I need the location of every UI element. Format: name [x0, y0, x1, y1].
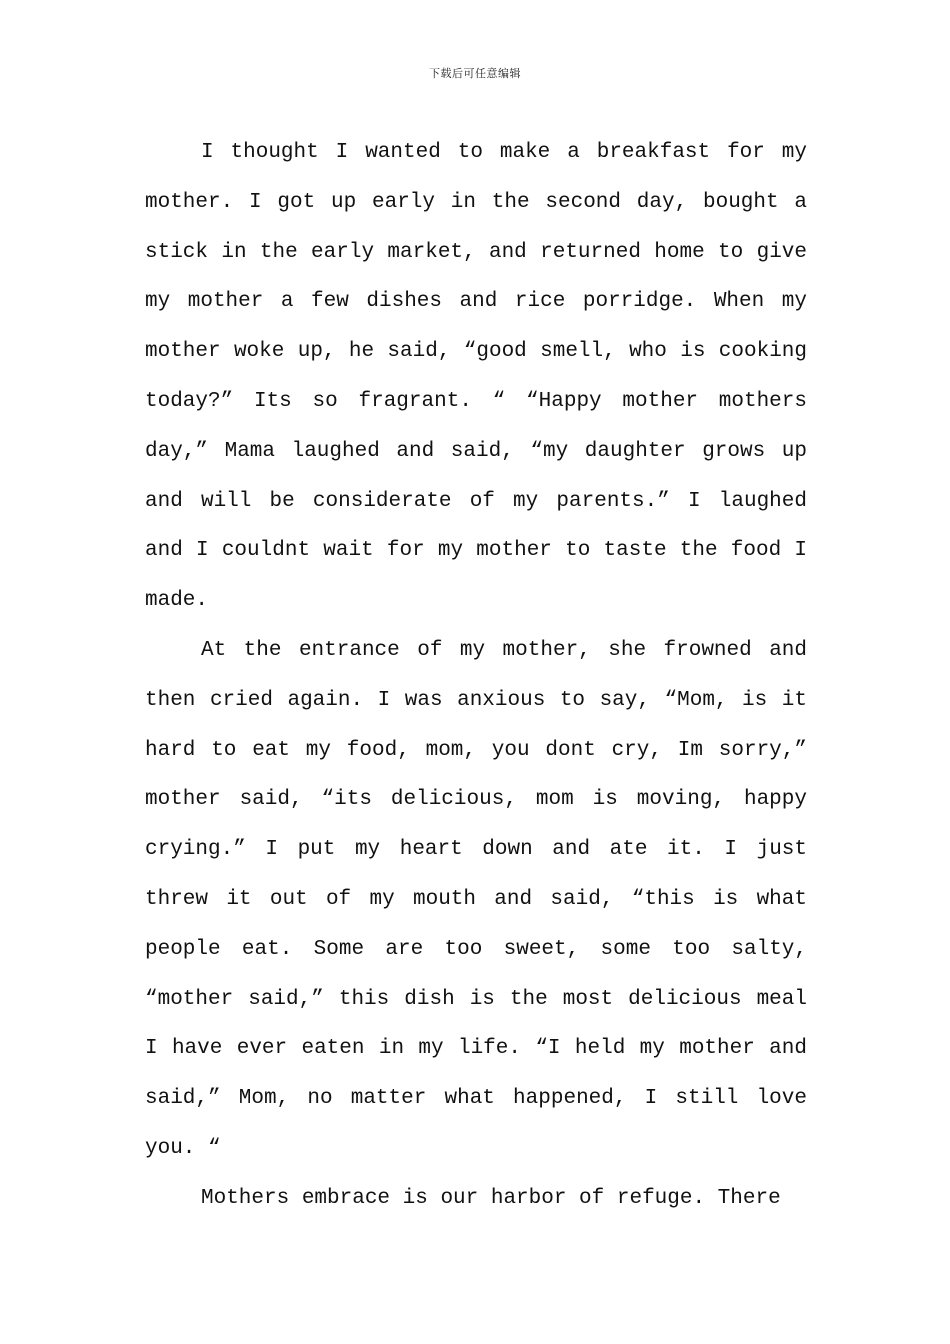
document-body [145, 128, 807, 1224]
paragraph-breakfast: I thought I wanted to make a breakfast for my mother. I got up early in the second day, bought a stick in the early market, and returned home to give my mother a few dishes and rice porridge. When my mother woke up, he said, “good smell, who is cooking today?” Its so fragrant. “ “Happy mother mothers day,” Mama laughed and said, “my daughter grows up and will be considerate of my parents.” I laughed and I couldnt wait for my mother to taste the food I made. [145, 141, 807, 613]
paragraph-mother-cried: At the entrance of my mother, she frowned and then cried again. I was anxious to say, “Mom, is it hard to eat my food, mom, you dont cry, Im sorry,” mother said, “its delicious, mom is moving, happy crying.” I put my heart down and ate it. I just threw it out of my mouth and said, “this is what people eat. Some are too sweet, some too salty, “mother said,” this dish is the most delicious meal I have ever eaten in my life. “I held my mother and said,” Mom, no matter what happened, I still love you. “ [145, 638, 807, 1160]
paragraph-embrace: Mothers embrace is our harbor of refuge. There [201, 1186, 781, 1210]
page-header-note: 下载后可任意编辑 [429, 67, 521, 80]
